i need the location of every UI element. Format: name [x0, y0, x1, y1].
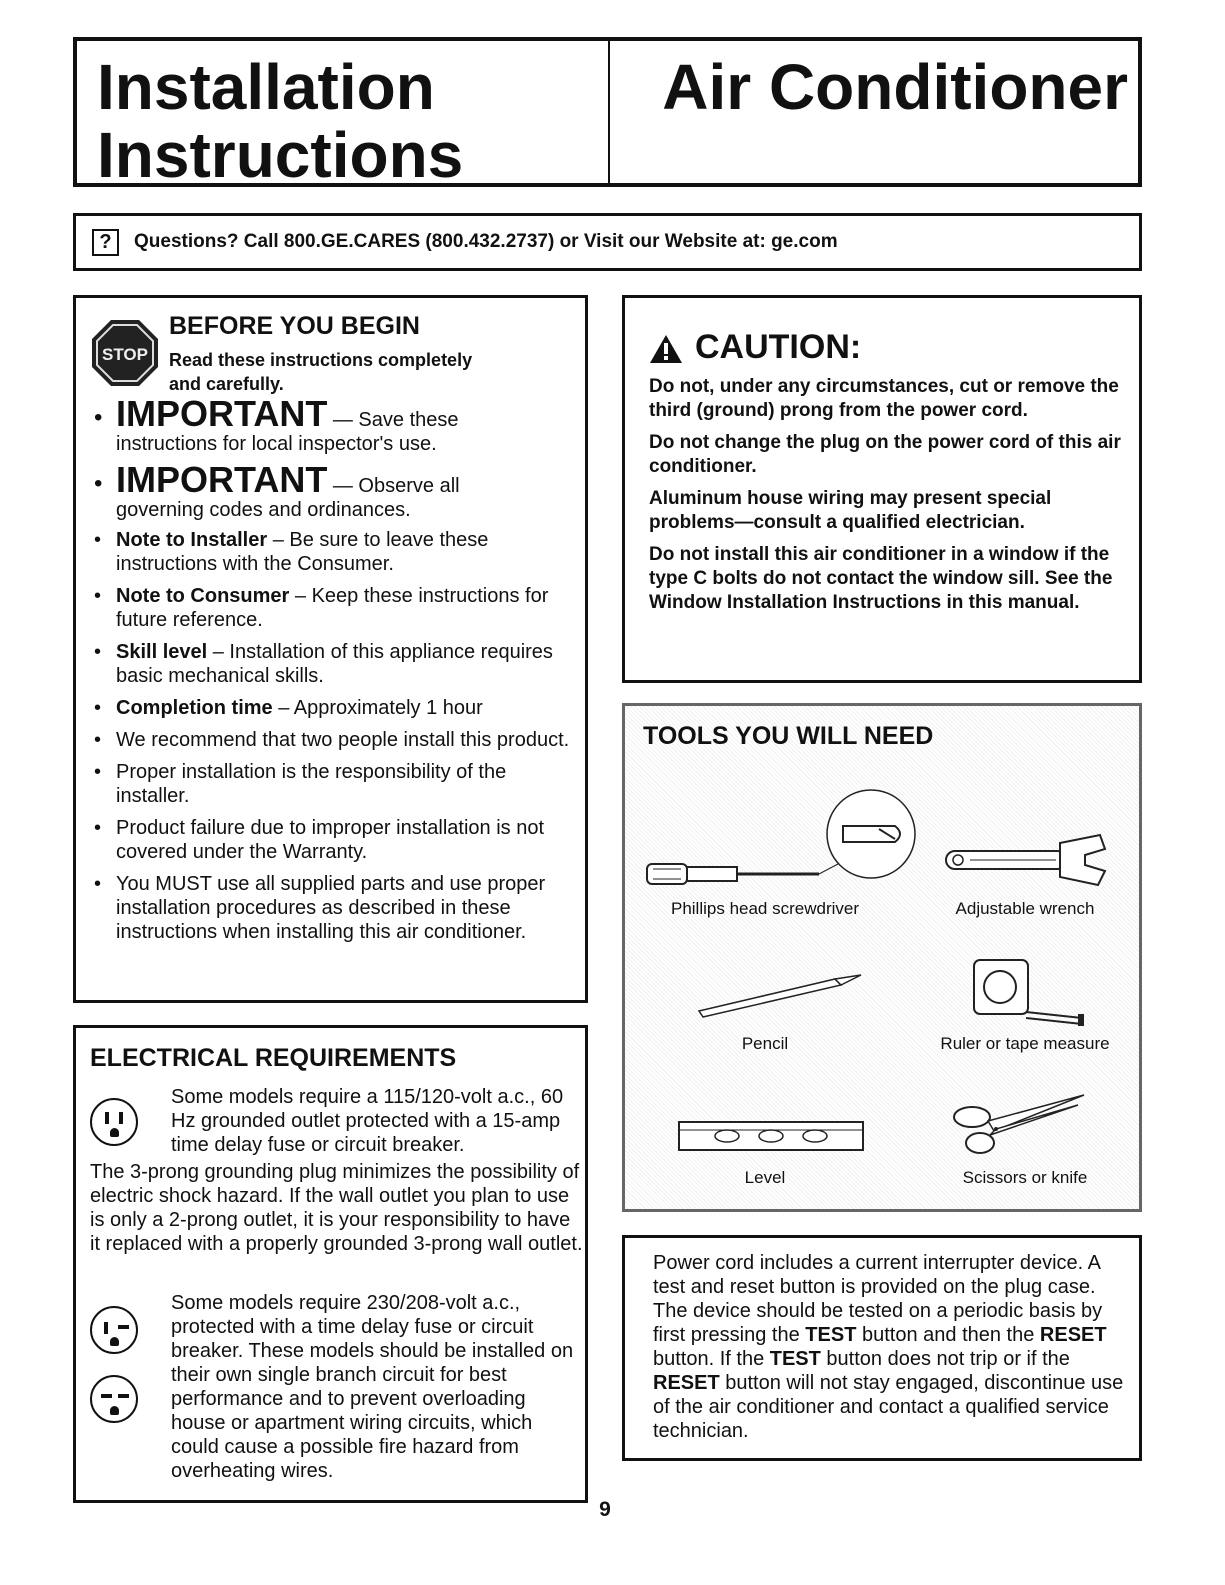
level-icon: [677, 1116, 867, 1156]
tape-measure-icon: [970, 954, 1090, 1029]
tool-label-screwdriver: Phillips head screwdriver: [670, 899, 860, 918]
page-number: 9: [599, 1498, 611, 1521]
pencil-icon: [695, 971, 865, 1021]
important-item-1: • IMPORTANT — Save these instructions for local inspector's use.: [94, 393, 459, 455]
electrical-requirements-section: [73, 1025, 588, 1503]
electrical-para-1: Some models require a 115/120-volt a.c., 60 Hz grounded outlet protected with a 15-amp time delay fuse or circuit breaker.: [171, 1086, 564, 1156]
scissors-icon: [950, 1091, 1090, 1161]
list-item: • Product failure due to improper installation is not covered under the Warranty.: [94, 817, 545, 863]
svg-text:STOP: STOP: [102, 345, 148, 364]
title-line-2: Instructions: [97, 119, 464, 191]
caution-body: Do not, under any circumstances, cut or remove the third (ground) prong from the power cord. Do not change the plug on the power cord of this air conditioner. Aluminum house wiring may present special problems—consult a qualified electrician. Do not install this air conditioner in a window if the type C bolts do not contact the window sill. See the Window Installation Instructions in this manual.: [649, 376, 1121, 613]
questions-text: Questions? Call 800.GE.CARES (800.432.2737) or Visit our Website at: ge.com: [134, 231, 838, 252]
questions-bar: [73, 213, 1142, 271]
list-item: • We recommend that two people install this product.: [94, 729, 570, 751]
list-item: • Proper installation is the responsibility of the installer.: [94, 761, 507, 807]
tool-label-level: Level: [744, 1168, 786, 1187]
header-title-box: [73, 37, 610, 191]
list-item: • Completion time – Approximately 1 hour: [94, 697, 483, 719]
outlet-115v-icon: [90, 1098, 138, 1146]
before-title: BEFORE YOU BEGIN: [169, 312, 420, 340]
product-title: Air Conditioner: [662, 51, 1128, 123]
tool-label-tape-measure: Ruler or tape measure: [940, 1034, 1110, 1053]
tool-label-scissors: Scissors or knife: [962, 1168, 1088, 1187]
tools-title: TOOLS YOU WILL NEED: [643, 722, 934, 750]
title-line-1: Installation: [97, 51, 435, 123]
power-cord-text: Power cord includes a current interrupter device. A test and reset button is provided on the plug case. The device should be tested on a periodic basis by first pressing the TEST button and then the RESET button. If the TEST button does not trip or if the RESET button will not stay engaged, discontinue use of the air conditioner and contact a qualified service technician.: [653, 1252, 1124, 1442]
header-product-box: [608, 37, 1142, 187]
caution-section: [622, 295, 1142, 683]
electrical-para-3: Some models require 230/208-volt a.c., protected with a time delay fuse or circuit breaker. These models should be installed on their own single branch circuit for best performance and to prevent overloading house or apartment wiring circuits, which could cause a possible fire hazard from overheating wires.: [171, 1292, 574, 1482]
caution-title: CAUTION:: [695, 328, 862, 366]
important-item-2: • IMPORTANT — Observe all governing codes and ordinances.: [94, 459, 460, 521]
list-item: • Skill level – Installation of this appliance requires basic mechanical skills.: [94, 641, 553, 687]
stop-sign-icon: [90, 318, 160, 388]
list-item: • Note to Installer – Be sure to leave these instructions with the Consumer.: [94, 529, 489, 575]
outlet-208v-icon: [90, 1375, 138, 1423]
electrical-title: ELECTRICAL REQUIREMENTS: [90, 1044, 457, 1072]
wrench-icon: [940, 831, 1110, 891]
list-item: • You MUST use all supplied parts and use proper installation procedures as described in these instructions when installing this air conditioner.: [94, 873, 546, 943]
tool-label-pencil: Pencil: [741, 1034, 789, 1053]
before-you-begin-section: [73, 295, 588, 1003]
question-icon: ?: [92, 229, 119, 256]
before-list: [90, 393, 585, 952]
warning-icon: [649, 334, 683, 364]
outlet-230v-icon: [90, 1306, 138, 1354]
power-cord-section: [622, 1235, 1142, 1461]
tools-section: [622, 703, 1142, 1212]
list-item: • Note to Consumer – Keep these instructions for future reference.: [94, 585, 549, 631]
tool-label-wrench: Adjustable wrench: [955, 899, 1095, 918]
page-title: [97, 53, 463, 189]
electrical-para-2: The 3-prong grounding plug minimizes the possibility of electric shock hazard. If the wall outlet you plan to use is only a 2-prong outlet, it is your responsibility to have it replaced with a properly grounded 3-prong wall outlet.: [90, 1161, 583, 1255]
before-subtitle: Read these instructions completely and carefully.: [169, 350, 473, 394]
screwdriver-icon: [643, 784, 933, 894]
